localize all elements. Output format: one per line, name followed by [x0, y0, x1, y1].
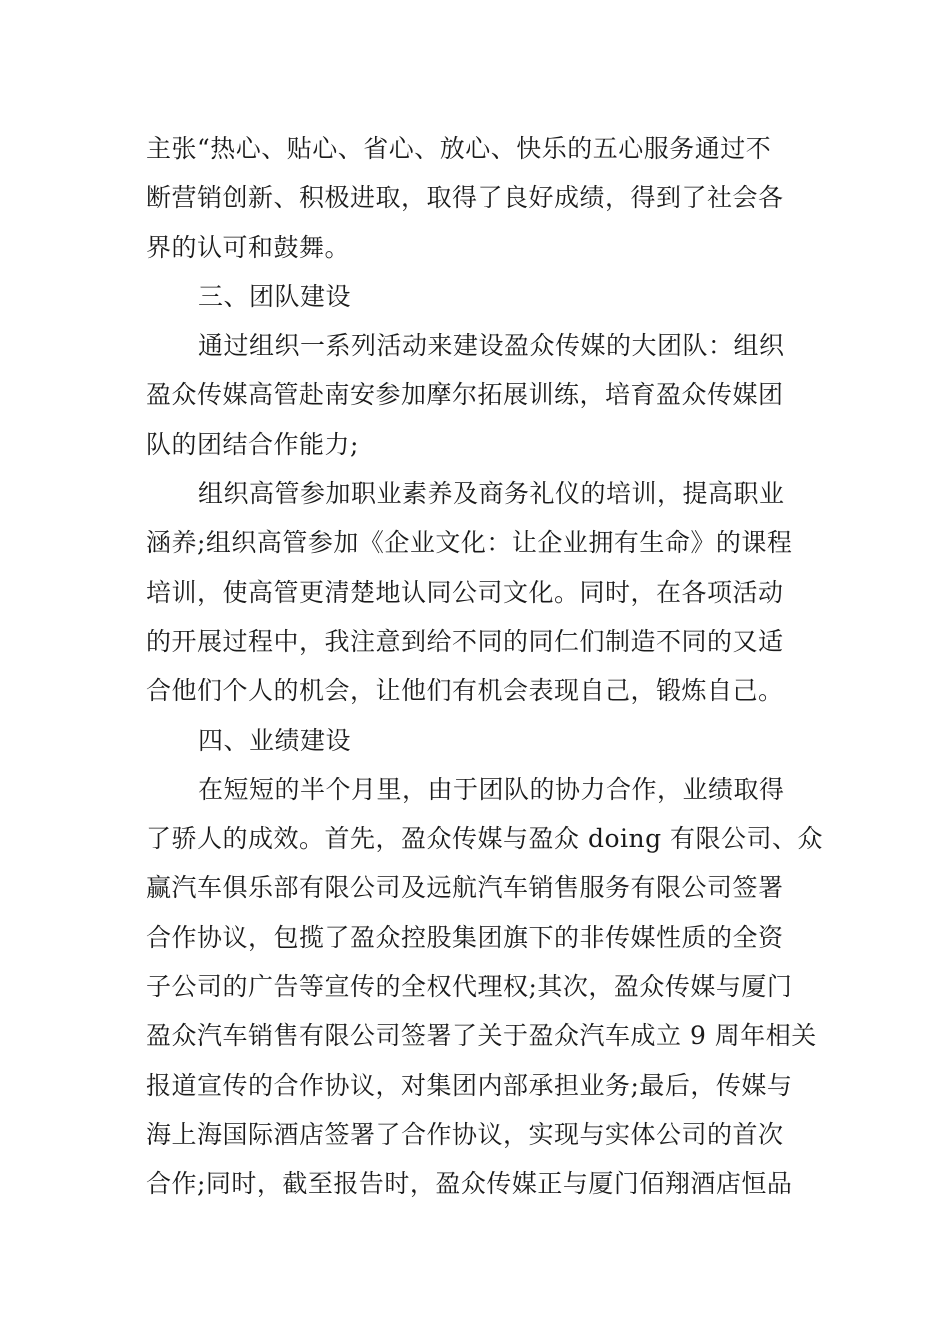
- text-line: 子公司的广告等宣传的全权代理权;其次，盈众传媒与厦门: [146, 972, 793, 1002]
- text-line: 盈众汽车销售有限公司签署了关于盈众汽车成立 9 周年相关: [146, 1021, 817, 1051]
- text-line: 涵养;组织高管参加《企业文化：让企业拥有生命》的课程: [146, 528, 793, 558]
- text-line: 海上海国际酒店签署了合作协议，实现与实体公司的首次: [146, 1119, 784, 1149]
- text-line: 断营销创新、积极进取，取得了良好成绩，得到了社会各: [146, 183, 784, 213]
- section-heading: 三、团队建设: [198, 281, 352, 311]
- body-text: [146, 124, 824, 1209]
- text-line: 报道宣传的合作协议，对集团内部承担业务;最后，传媒与: [146, 1070, 793, 1100]
- text-line: 界的认可和鼓舞。: [146, 232, 351, 262]
- text-line: 合作协议，包揽了盈众控股集团旗下的非传媒性质的全资: [146, 922, 784, 952]
- text-line: 了骄人的成效。首先，盈众传媒与盈众 doing 有限公司、众: [146, 824, 824, 854]
- text-line: 培训，使高管更清楚地认同公司文化。同时，在各项活动: [146, 577, 784, 607]
- section-heading: 四、业绩建设: [198, 725, 352, 755]
- text-line: 合他们个人的机会，让他们有机会表现自己，锻炼自己。: [146, 676, 784, 706]
- text-line: 在短短的半个月里，由于团队的协力合作，业绩取得: [198, 774, 785, 804]
- text-line: 主张“热心、贴心、省心、放心、快乐的五心服务通过不: [146, 134, 772, 163]
- text-line: 合作;同时，截至报告时，盈众传媒正与厦门佰翔酒店恒品: [146, 1169, 793, 1199]
- text-line: 队的团结合作能力;: [146, 429, 359, 459]
- text-line: 通过组织一系列活动来建设盈众传媒的大团队：组织: [198, 331, 785, 361]
- text-line: 组织高管参加职业素养及商务礼仪的培训，提高职业: [198, 479, 785, 509]
- text-line: 赢汽车俱乐部有限公司及远航汽车销售服务有限公司签署: [146, 873, 784, 903]
- text-line: 的开展过程中，我注意到给不同的同仁们制造不同的又适: [146, 626, 784, 656]
- text-line: 盈众传媒高管赴南安参加摩尔拓展训练，培育盈众传媒团: [146, 380, 784, 410]
